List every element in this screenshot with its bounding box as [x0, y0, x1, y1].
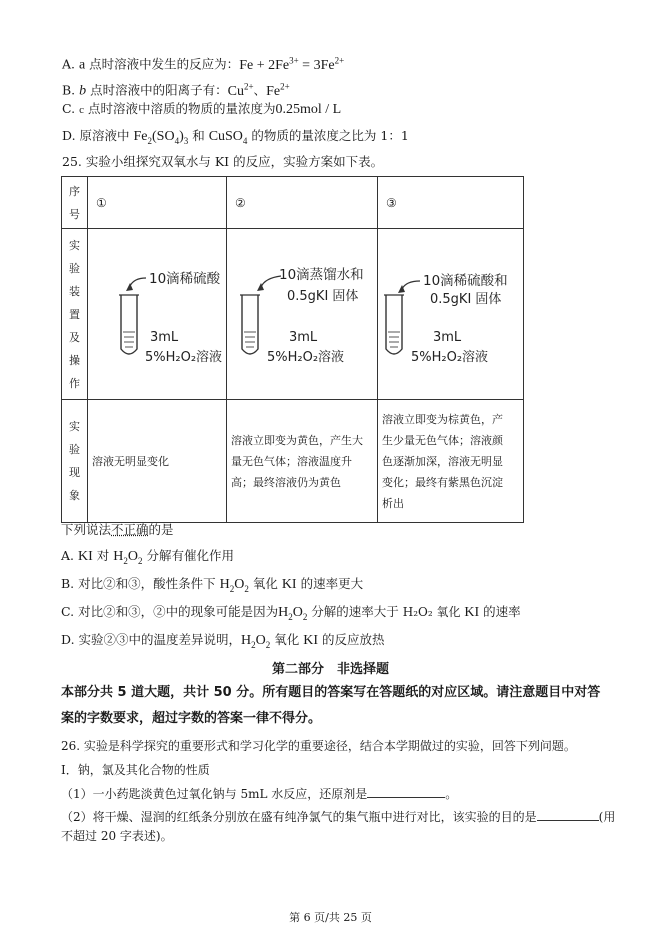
arrow-line — [130, 278, 146, 286]
test-tube-diagram-2 — [227, 229, 378, 399]
formula-h2o2: $H_2O_2$ — [219, 577, 249, 594]
label-cell-seq: 序 号 — [62, 177, 88, 229]
q26-part-2-cont: 不超过 20 字表述)。 — [61, 829, 173, 843]
label-cell-observation: 实 验 现 象 — [62, 400, 88, 523]
formula-cuso4: CuSO$_4$ — [208, 129, 248, 146]
option-text: 点时溶液中发生的反应为： — [85, 56, 240, 72]
table-row-apparatus — [62, 229, 524, 400]
q26-section-1: I．钠，氯及其化合物的性质 — [61, 763, 210, 777]
formula-h2o2: $H_2O_2$ — [113, 549, 143, 566]
arrow-line — [402, 281, 420, 289]
option-text: 点时溶液中的阳离子有： — [86, 82, 228, 98]
point-letter: c — [79, 104, 84, 116]
test-tube — [242, 295, 258, 354]
q25-option-a: A. KI 对 $H_2O_2$ 分解有催化作用 — [61, 548, 234, 566]
table-row-observations — [62, 400, 524, 523]
volume-label: 3mL — [289, 330, 318, 345]
ion-fe: $Fe^{2+}$ — [266, 81, 290, 99]
q25-option-d: D. 实验②③中的温度差异说明，$H_2O_2$ 氧化 KI 的反应放热 — [61, 632, 385, 650]
formula-h2o2: $H_2O_2$ — [278, 605, 308, 622]
test-tube-diagram-1 — [88, 229, 227, 399]
arrow-head — [126, 283, 133, 291]
equation: $Fe + 2Fe^{3+} = 3Fe^{2+}$ — [239, 55, 345, 73]
liquid — [123, 332, 135, 347]
solution-label: 5%H₂O₂溶液 — [267, 350, 345, 365]
ion-cu: $Cu^{2+}$ — [227, 81, 254, 99]
q25-option-b: B. 对比②和③，酸性条件下 $H_2O_2$ 氧化 KI 的速率更大 — [61, 576, 364, 594]
arrow-line — [261, 276, 281, 287]
option-label: C. — [62, 101, 80, 116]
point-letter: a — [78, 57, 86, 73]
option-b-prev: B. b 点时溶液中的阳离子有：$Cu^{2+}$、$Fe^{2+}$ — [62, 81, 290, 99]
apparatus-2 — [227, 229, 378, 400]
part-two-title: 第二部分 非选择题 — [271, 662, 389, 677]
q26-part-1: （1）一小药匙淡黄色过氧化钠与 5mL 水反应，还原剂是 。 — [61, 787, 458, 801]
emphasis-not-correct: 不正确 — [111, 522, 149, 537]
option-label: B. — [62, 82, 80, 98]
point-letter: b — [79, 83, 87, 99]
q25-option-c: C. 对比②和③，②中的现象可能是因为$H_2O_2$ 分解的速率大于 H₂O₂ 氧化 KI 的速率 — [61, 604, 521, 622]
formula-h2o2: $H_2O_2$ — [241, 633, 271, 650]
liquid — [388, 332, 400, 347]
formula-fe2so43: $Fe_2(SO_4)_3$ — [133, 129, 189, 146]
option-text: 点时溶液中溶质的物质的量浓度为 — [83, 101, 276, 116]
reagent-label: 10滴蒸馏水和 — [279, 267, 364, 283]
answer-blank[interactable] — [367, 785, 445, 798]
q26-stem: 26. 实验是科学探究的重要形式和学习化学的重要途径，结合本学期做过的实验，回答下列问题。 — [61, 739, 576, 753]
apparatus-3 — [378, 229, 524, 400]
part-two-intro-2: 案的字数要求，超过字数的答案一律不得分。 — [61, 711, 322, 726]
option-label: A. — [62, 56, 79, 72]
q25-stem: 25. 实验小组探究双氧水与 KI 的反应，实验方案如下表。 — [62, 154, 384, 169]
option-label: D. 原溶液中 — [62, 128, 134, 143]
q26-part-2: （2）将干燥、湿润的红纸条分别放在盛有纯净氯气的集气瓶中进行对比，该实验的目的是 (用 — [61, 810, 616, 824]
exp-num-3: ③ — [378, 177, 524, 229]
concentration-value: 0.25mol / L — [275, 102, 342, 117]
table-row-numbers — [62, 177, 524, 229]
observation-3: 溶液立即变为棕黄色，产 生少量无色气体；溶液颜 色逐渐加深，溶液无明显 变化；最终有紫黑色沉淀 析出 — [378, 400, 524, 523]
exp-num-2: ② — [227, 177, 378, 229]
solution-label: 5%H₂O₂溶液 — [145, 350, 223, 365]
q25-ask: 下列说法不正确的是 — [61, 522, 174, 537]
reagent-label-2: 0.5gKI 固体 — [430, 292, 502, 307]
test-tube — [386, 295, 402, 354]
volume-label: 3mL — [433, 330, 462, 345]
solution-label: 5%H₂O₂溶液 — [411, 350, 489, 365]
exp-num-1: ① — [88, 177, 227, 229]
observation-2: 溶液立即变为黄色，产生大 量无色气体；溶液温度升 高；最终溶液仍为黄色 — [227, 400, 378, 523]
option-d-prev: D. 原溶液中 $Fe_2(SO_4)_3$ 和 CuSO$_4$ 的物质的量浓度之比为 1：1 — [62, 128, 409, 146]
option-c-prev — [62, 101, 341, 118]
apparatus-1 — [88, 229, 227, 400]
option-a-prev — [62, 52, 344, 74]
reagent-label: 10滴稀硫酸和 — [423, 273, 508, 289]
liquid — [244, 332, 256, 347]
test-tube-diagram-3 — [378, 229, 524, 399]
reagent-label: 10滴稀硫酸 — [149, 271, 221, 287]
experiment-table — [61, 176, 524, 523]
page-footer: 第 6 页/共 25 页 — [289, 911, 372, 924]
volume-label: 3mL — [150, 330, 179, 345]
test-tube — [121, 295, 137, 354]
answer-blank[interactable] — [537, 808, 599, 821]
reagent-label-2: 0.5gKI 固体 — [287, 289, 359, 304]
label-cell-apparatus: 实 验 装 置 及 操 作 — [62, 229, 88, 400]
observation-1: 溶液无明显变化 — [88, 400, 227, 523]
part-two-intro-1: 本部分共 5 道大题，共计 50 分。所有题目的答案写在答题纸的对应区域。请注意题目中对答 — [61, 685, 601, 700]
